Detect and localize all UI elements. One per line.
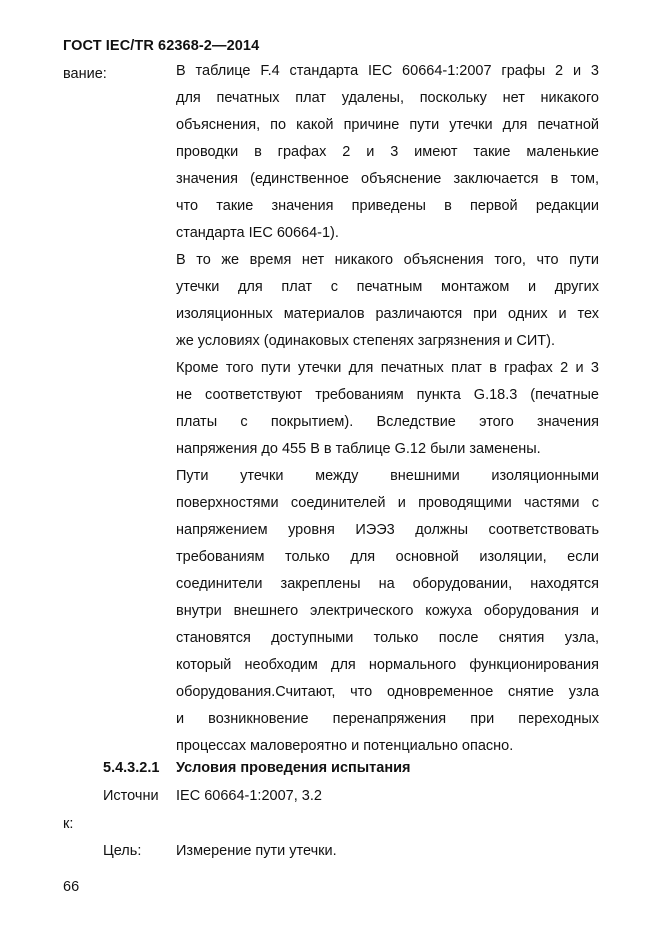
label-istochnik-wrap: к: — [63, 816, 74, 832]
text-line: для печатных плат удалены, поскольку нет никакого — [176, 90, 599, 106]
text-line: значения (единственное объяснение заключается в том, — [176, 171, 599, 187]
text-line: и возникновение перенапряжения при переходных — [176, 711, 599, 727]
section-number: 5.4.3.2.1 — [103, 760, 160, 776]
text-line: платы с покрытием). Вследствие этого значения — [176, 414, 599, 430]
text-line: оборудования.Считают, что одновременное снятие узла — [176, 684, 599, 700]
source-value: IEC 60664-1:2007, 3.2 — [176, 788, 322, 804]
paragraph-3 — [176, 355, 599, 463]
label-obosnovanie: вание: — [63, 66, 107, 82]
text-line: В таблице F.4 стандарта IEC 60664-1:2007 графы 2 и 3 — [176, 63, 599, 79]
text-line: изоляционных материалов различаются при одних и тех — [176, 306, 599, 322]
label-tsel: Цель: — [103, 843, 142, 859]
body-column — [176, 58, 599, 760]
text-line: Пути утечки между внешними изоляционными — [176, 468, 599, 484]
text-line: проводки в графах 2 и 3 имеют такие маленькие — [176, 144, 599, 160]
text-line: соединители закреплены на оборудовании, находятся — [176, 576, 599, 592]
text-line: становятся доступными только после снятия узла, — [176, 630, 599, 646]
text-line: стандарта IEC 60664-1). — [176, 225, 339, 241]
text-line: же условиях (одинаковых степенях загрязнения и СИТ). — [176, 333, 555, 349]
page-number: 66 — [63, 879, 80, 895]
text-line: поверхностями соединителей и проводящими частями с — [176, 495, 599, 511]
section-title: Условия проведения испытания — [176, 760, 411, 776]
paragraph-2 — [176, 247, 599, 355]
paragraph-4 — [176, 463, 599, 760]
label-istochnik: Источни — [103, 788, 159, 804]
text-line: В то же время нет никакого объяснения того, что пути — [176, 252, 599, 268]
text-line: напряжения до 455 В в таблице G.12 были заменены. — [176, 441, 541, 457]
document-header: ГОСТ IEC/TR 62368-2—2014 — [63, 38, 260, 54]
text-line: требованиям только для основной изоляции, если — [176, 549, 599, 565]
text-line: не соответствуют требованиям пункта G.18.3 (печатные — [176, 387, 599, 403]
paragraph-1 — [176, 58, 599, 247]
text-line: внутри внешнего электрического кожуха оборудования и — [176, 603, 599, 619]
text-line: что такие значения приведены в первой редакции — [176, 198, 599, 214]
text-line: напряжением уровня ИЭЭ3 должны соответствовать — [176, 522, 599, 538]
text-line: Кроме того пути утечки для печатных плат в графах 2 и 3 — [176, 360, 599, 376]
text-line: утечки для плат с печатным монтажом и других — [176, 279, 599, 295]
text-line: процессах маловероятно и потенциально опасно. — [176, 738, 514, 754]
text-line: который необходим для нормального функционирования — [176, 657, 599, 673]
text-line: объяснения, по какой причине пути утечки для печатной — [176, 117, 599, 133]
goal-value: Измерение пути утечки. — [176, 843, 337, 859]
